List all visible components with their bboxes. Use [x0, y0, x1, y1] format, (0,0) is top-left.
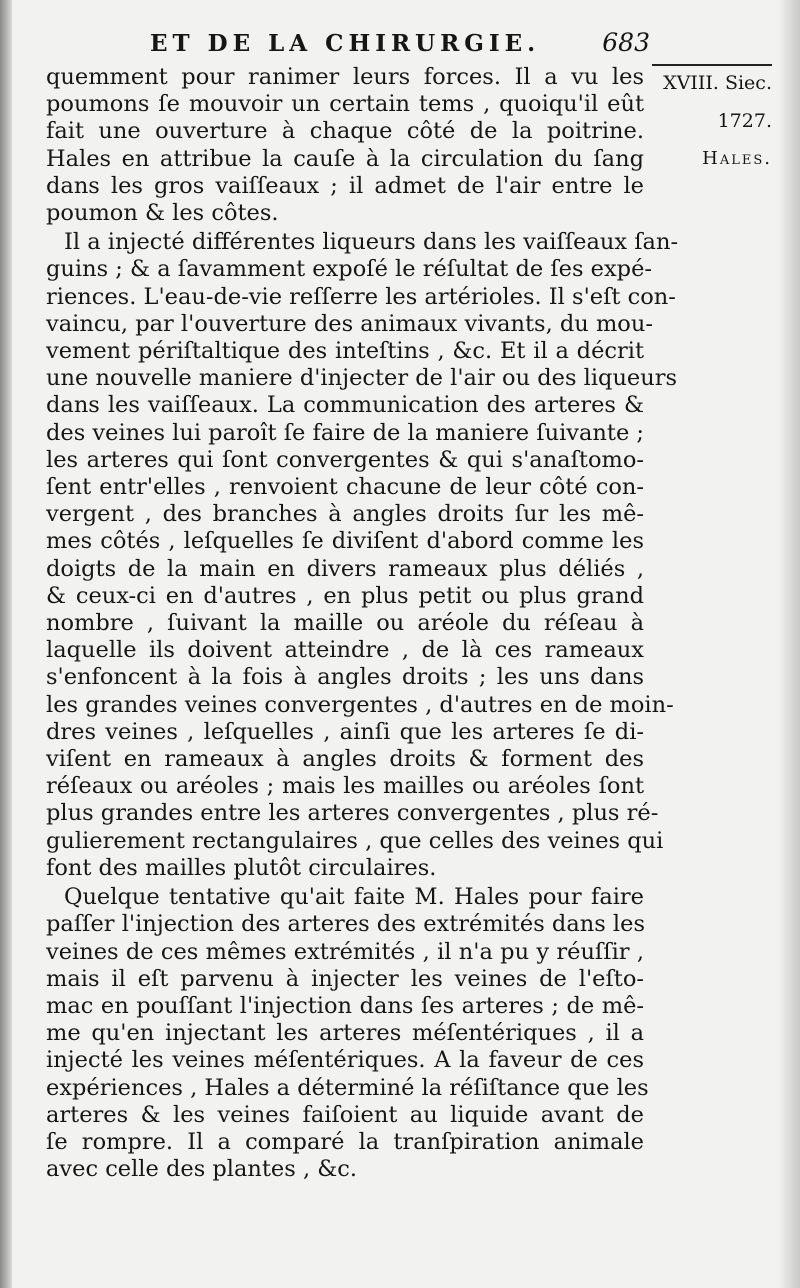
- body-text: [46, 64, 679, 1183]
- text-line: Hales en attribue la cauſe à la circulation du ſang: [46, 145, 644, 172]
- text-line: des veines lui paroît ſe faire de la maniere ſuivante ;: [46, 419, 644, 446]
- text-line: gulierement rectangulaires , que celles des veines qui: [46, 827, 664, 854]
- text-line: doigts de la main en divers rameaux plus déliés ,: [46, 555, 644, 582]
- text-line: font des mailles plutôt circulaires.: [46, 854, 437, 881]
- text-line: réſeaux ou aréoles ; mais les mailles ou aréoles ſont: [46, 773, 644, 800]
- page-header: [150, 26, 650, 60]
- page-number: 683: [602, 28, 650, 57]
- text-line: me qu'en injectant les arteres méſentériques , il a: [46, 1020, 644, 1047]
- text-line: vaincu, par l'ouverture des animaux vivants, du mou-: [46, 310, 653, 337]
- text-line: dres veines , leſquelles , ainſi que les arteres ſe di-: [46, 718, 644, 745]
- page-edge-shadow: [778, 0, 800, 1288]
- text-line: une nouvelle maniere d'injecter de l'air ou des liqueurs: [46, 365, 678, 392]
- text-line: s'enfoncent à la fois à angles droits ; les uns dans: [46, 664, 644, 691]
- text-line: ſent entr'elles , renvoient chacune de leur côté con-: [46, 474, 644, 501]
- margin-notes: [652, 64, 772, 185]
- page-spine-shadow: [0, 0, 12, 1288]
- paragraph-2: [46, 229, 679, 882]
- text-line: fait une ouverture à chaque côté de la poitrine.: [46, 118, 644, 145]
- margin-century: XVIII. Siec.: [663, 72, 772, 94]
- text-line: plus grandes entre les arteres convergentes , plus ré-: [46, 800, 659, 827]
- text-line: expériences , Hales a déterminé la réſiſtance que les: [46, 1074, 649, 1101]
- text-line: les grandes veines convergentes , d'autres en de moin-: [46, 691, 674, 718]
- text-line: paſſer l'injection des arteres des extrémités dans les: [46, 911, 645, 938]
- text-line: poumon & les côtes.: [46, 200, 279, 227]
- paragraph-1: [46, 64, 644, 227]
- text-line: Quelque tentative qu'ait faite M. Hales pour faire: [64, 884, 644, 911]
- text-line: riences. L'eau-de-vie reſſerre les artérioles. Il s'eſt con-: [46, 283, 676, 310]
- text-line: nombre , ſuivant la maille ou aréole du réſeau à: [46, 610, 644, 637]
- text-line: laquelle ils doivent atteindre , de là ces rameaux: [46, 637, 644, 664]
- margin-author: Hales.: [702, 148, 772, 169]
- text-line: les arteres qui ſont convergentes & qui s'anaſtomo-: [46, 446, 644, 473]
- text-line: viſent en rameaux à angles droits & forment des: [46, 746, 644, 773]
- text-line: injecté les veines méſentériques. A la faveur de ces: [46, 1047, 644, 1074]
- text-line: vement périſtaltique des inteſtins , &c. Et il a décrit: [46, 338, 644, 365]
- text-line: mac en pouſſant l'injection dans ſes arteres ; de mê-: [46, 992, 644, 1019]
- text-line: guins ; & a ſavamment expoſé le réſultat de ſes expé-: [46, 256, 652, 283]
- text-line: vergent , des branches à angles droits ſur les mê-: [46, 501, 644, 528]
- text-line: quemment pour ranimer leurs forces. Il a vu les: [46, 64, 644, 90]
- text-line: avec celle des plantes , &c.: [46, 1156, 358, 1183]
- text-line: veines de ces mêmes extrémités , il n'a pu y réuſſir ,: [46, 938, 644, 965]
- text-line: poumons ſe mouvoir un certain tems , quoiqu'il eût: [46, 91, 644, 118]
- text-line: ſe rompre. Il a comparé la tranſpiration animale: [46, 1128, 644, 1155]
- text-line: Il a injecté différentes liqueurs dans les vaiſſeaux ſan-: [64, 229, 679, 256]
- margin-year: 1727.: [717, 110, 772, 132]
- text-line: & ceux-ci en d'autres , en plus petit ou plus grand: [46, 582, 644, 609]
- text-line: dans les gros vaiſſeaux ; il admet de l'air entre le: [46, 172, 644, 199]
- paragraph-3: [46, 884, 649, 1183]
- running-head: ET DE LA CHIRURGIE.: [150, 30, 541, 57]
- text-line: mais il eſt parvenu à injecter les veines de l'eſto-: [46, 965, 644, 992]
- text-line: mes côtés , leſquelles ſe diviſent d'abord comme les: [46, 528, 644, 555]
- margin-rule: [652, 64, 772, 66]
- text-line: arteres & les veines faiſoient au liquide avant de: [46, 1101, 644, 1128]
- text-line: dans les vaiſſeaux. La communication des arteres &: [46, 392, 644, 419]
